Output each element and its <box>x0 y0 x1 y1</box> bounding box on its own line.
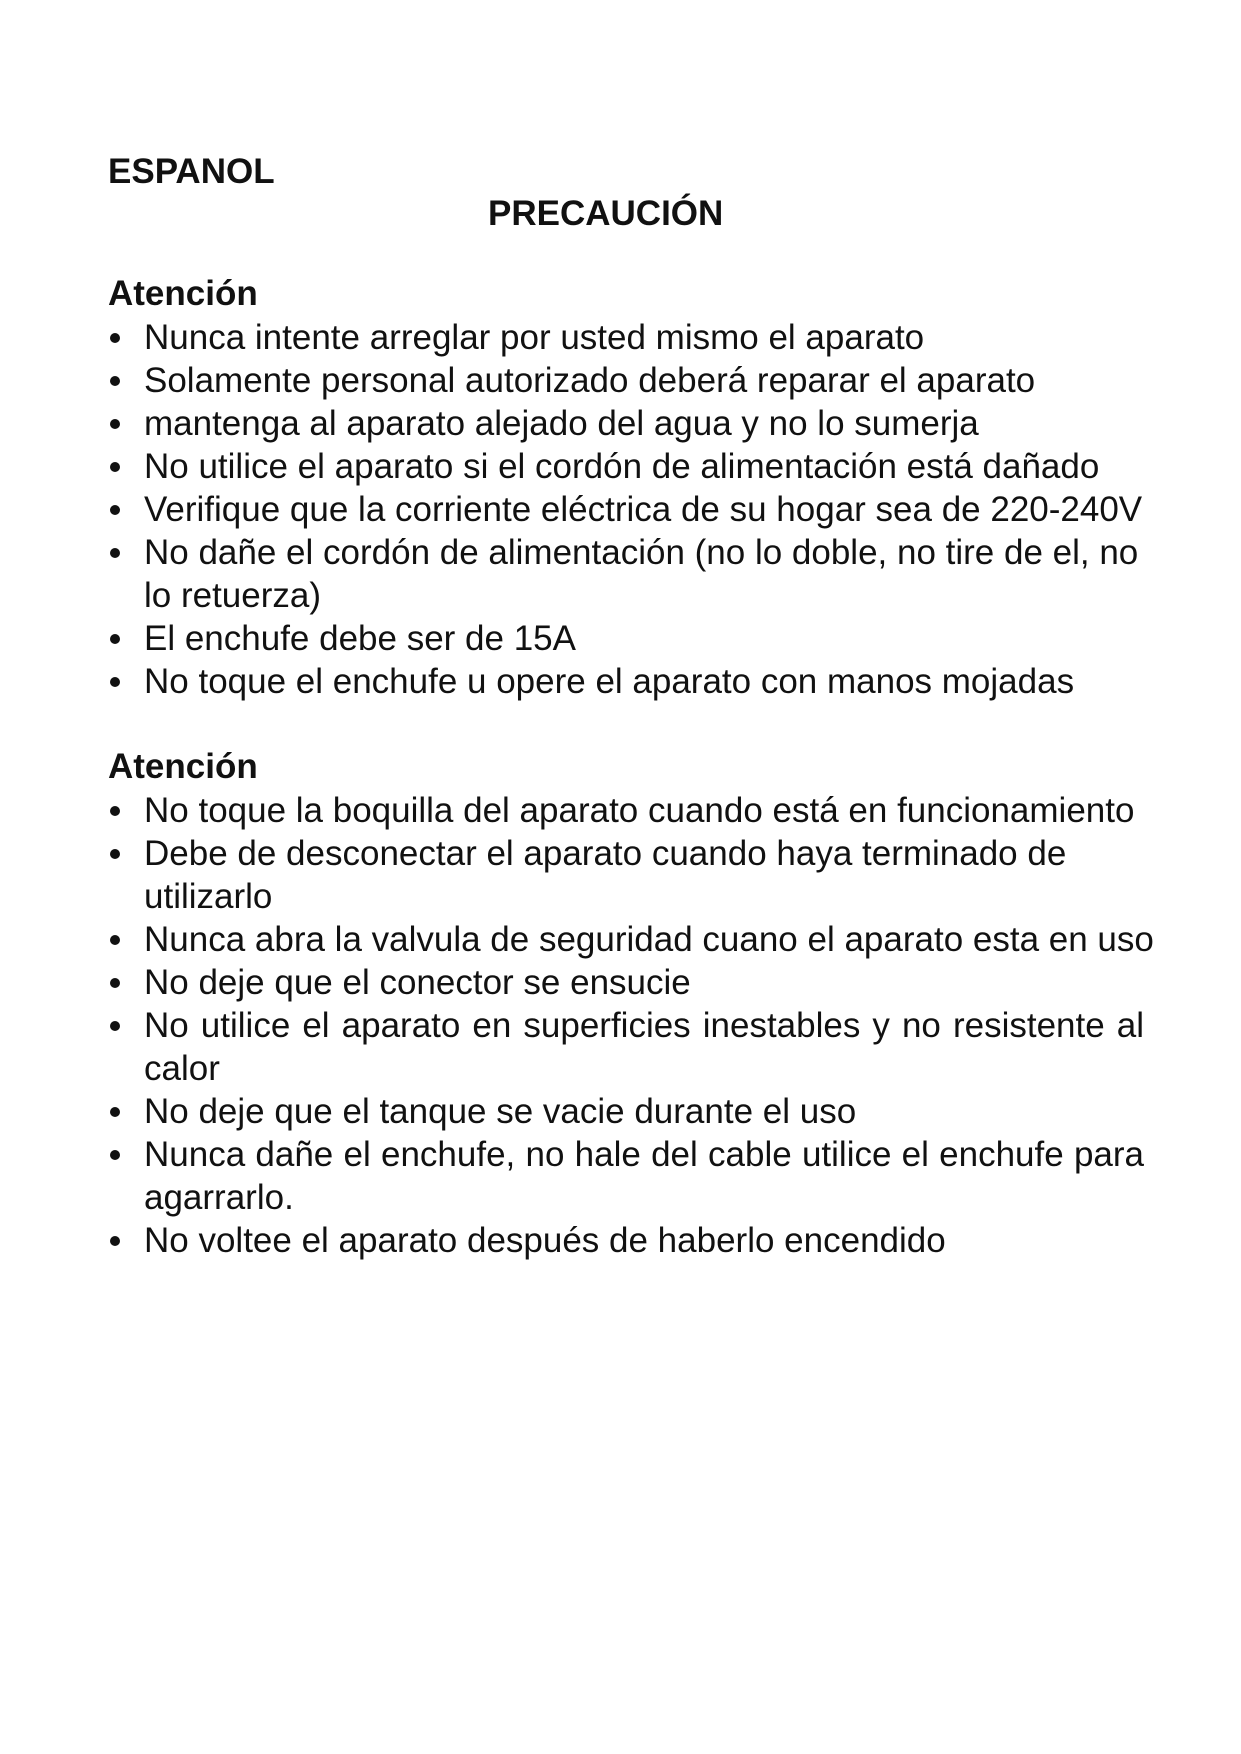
language-label: ESPANOL <box>108 152 275 191</box>
bullet-icon <box>110 978 120 988</box>
bullet-icon <box>110 1150 120 1160</box>
list-item: Nunca dañe el enchufe, no hale del cable utilice el enchufe para agarrarlo. <box>108 1133 1163 1219</box>
bullet-icon <box>110 419 120 429</box>
list-item: No toque el enchufe u opere el aparato con manos mojadas <box>108 660 1163 703</box>
bullet-icon <box>110 634 120 644</box>
list-item: No voltee el aparato después de haberlo encendido <box>108 1219 1163 1262</box>
list-item: No dañe el cordón de alimentación (no lo doble, no tire de el, no lo retuerza) <box>108 531 1163 617</box>
section-heading: Atención <box>108 274 258 313</box>
list-item: Nunca intente arreglar por usted mismo el aparato <box>108 316 1163 359</box>
warning-section-1 <box>108 272 1163 703</box>
list-item: No utilice el aparato en superficies inestables y no resistente al calor <box>108 1004 1163 1090</box>
bullet-icon <box>110 806 120 816</box>
list-item: Verifique que la corriente eléctrica de su hogar sea de 220-240V <box>108 488 1163 531</box>
bullet-list <box>108 789 1163 1262</box>
list-item: No deje que el tanque se vacie durante el uso <box>108 1090 1163 1133</box>
warning-section-2 <box>108 745 1163 1262</box>
bullet-icon <box>110 505 120 515</box>
list-item: mantenga al aparato alejado del agua y no lo sumerja <box>108 402 1163 445</box>
bullet-icon <box>110 462 120 472</box>
bullet-icon <box>110 935 120 945</box>
list-item: Solamente personal autorizado deberá reparar el aparato <box>108 359 1163 402</box>
list-item: No utilice el aparato si el cordón de alimentación está dañado <box>108 445 1163 488</box>
bullet-list <box>108 316 1163 703</box>
bullet-icon <box>110 849 120 859</box>
section-heading: Atención <box>108 747 258 786</box>
document-page <box>108 150 1163 1262</box>
bullet-icon <box>110 333 120 343</box>
bullet-icon <box>110 1236 120 1246</box>
list-item: Nunca abra la valvula de seguridad cuano el aparato esta en uso <box>108 918 1163 961</box>
page-title: PRECAUCIÓN <box>488 194 724 233</box>
bullet-icon <box>110 677 120 687</box>
bullet-icon <box>110 376 120 386</box>
list-item: Debe de desconectar el aparato cuando haya terminado de utilizarlo <box>108 832 1163 918</box>
list-item: No toque la boquilla del aparato cuando está en funcionamiento <box>108 789 1163 832</box>
bullet-icon <box>110 548 120 558</box>
list-item: El enchufe debe ser de 15A <box>108 617 1163 660</box>
bullet-icon <box>110 1021 120 1031</box>
bullet-icon <box>110 1107 120 1117</box>
list-item: No deje que el conector se ensucie <box>108 961 1163 1004</box>
